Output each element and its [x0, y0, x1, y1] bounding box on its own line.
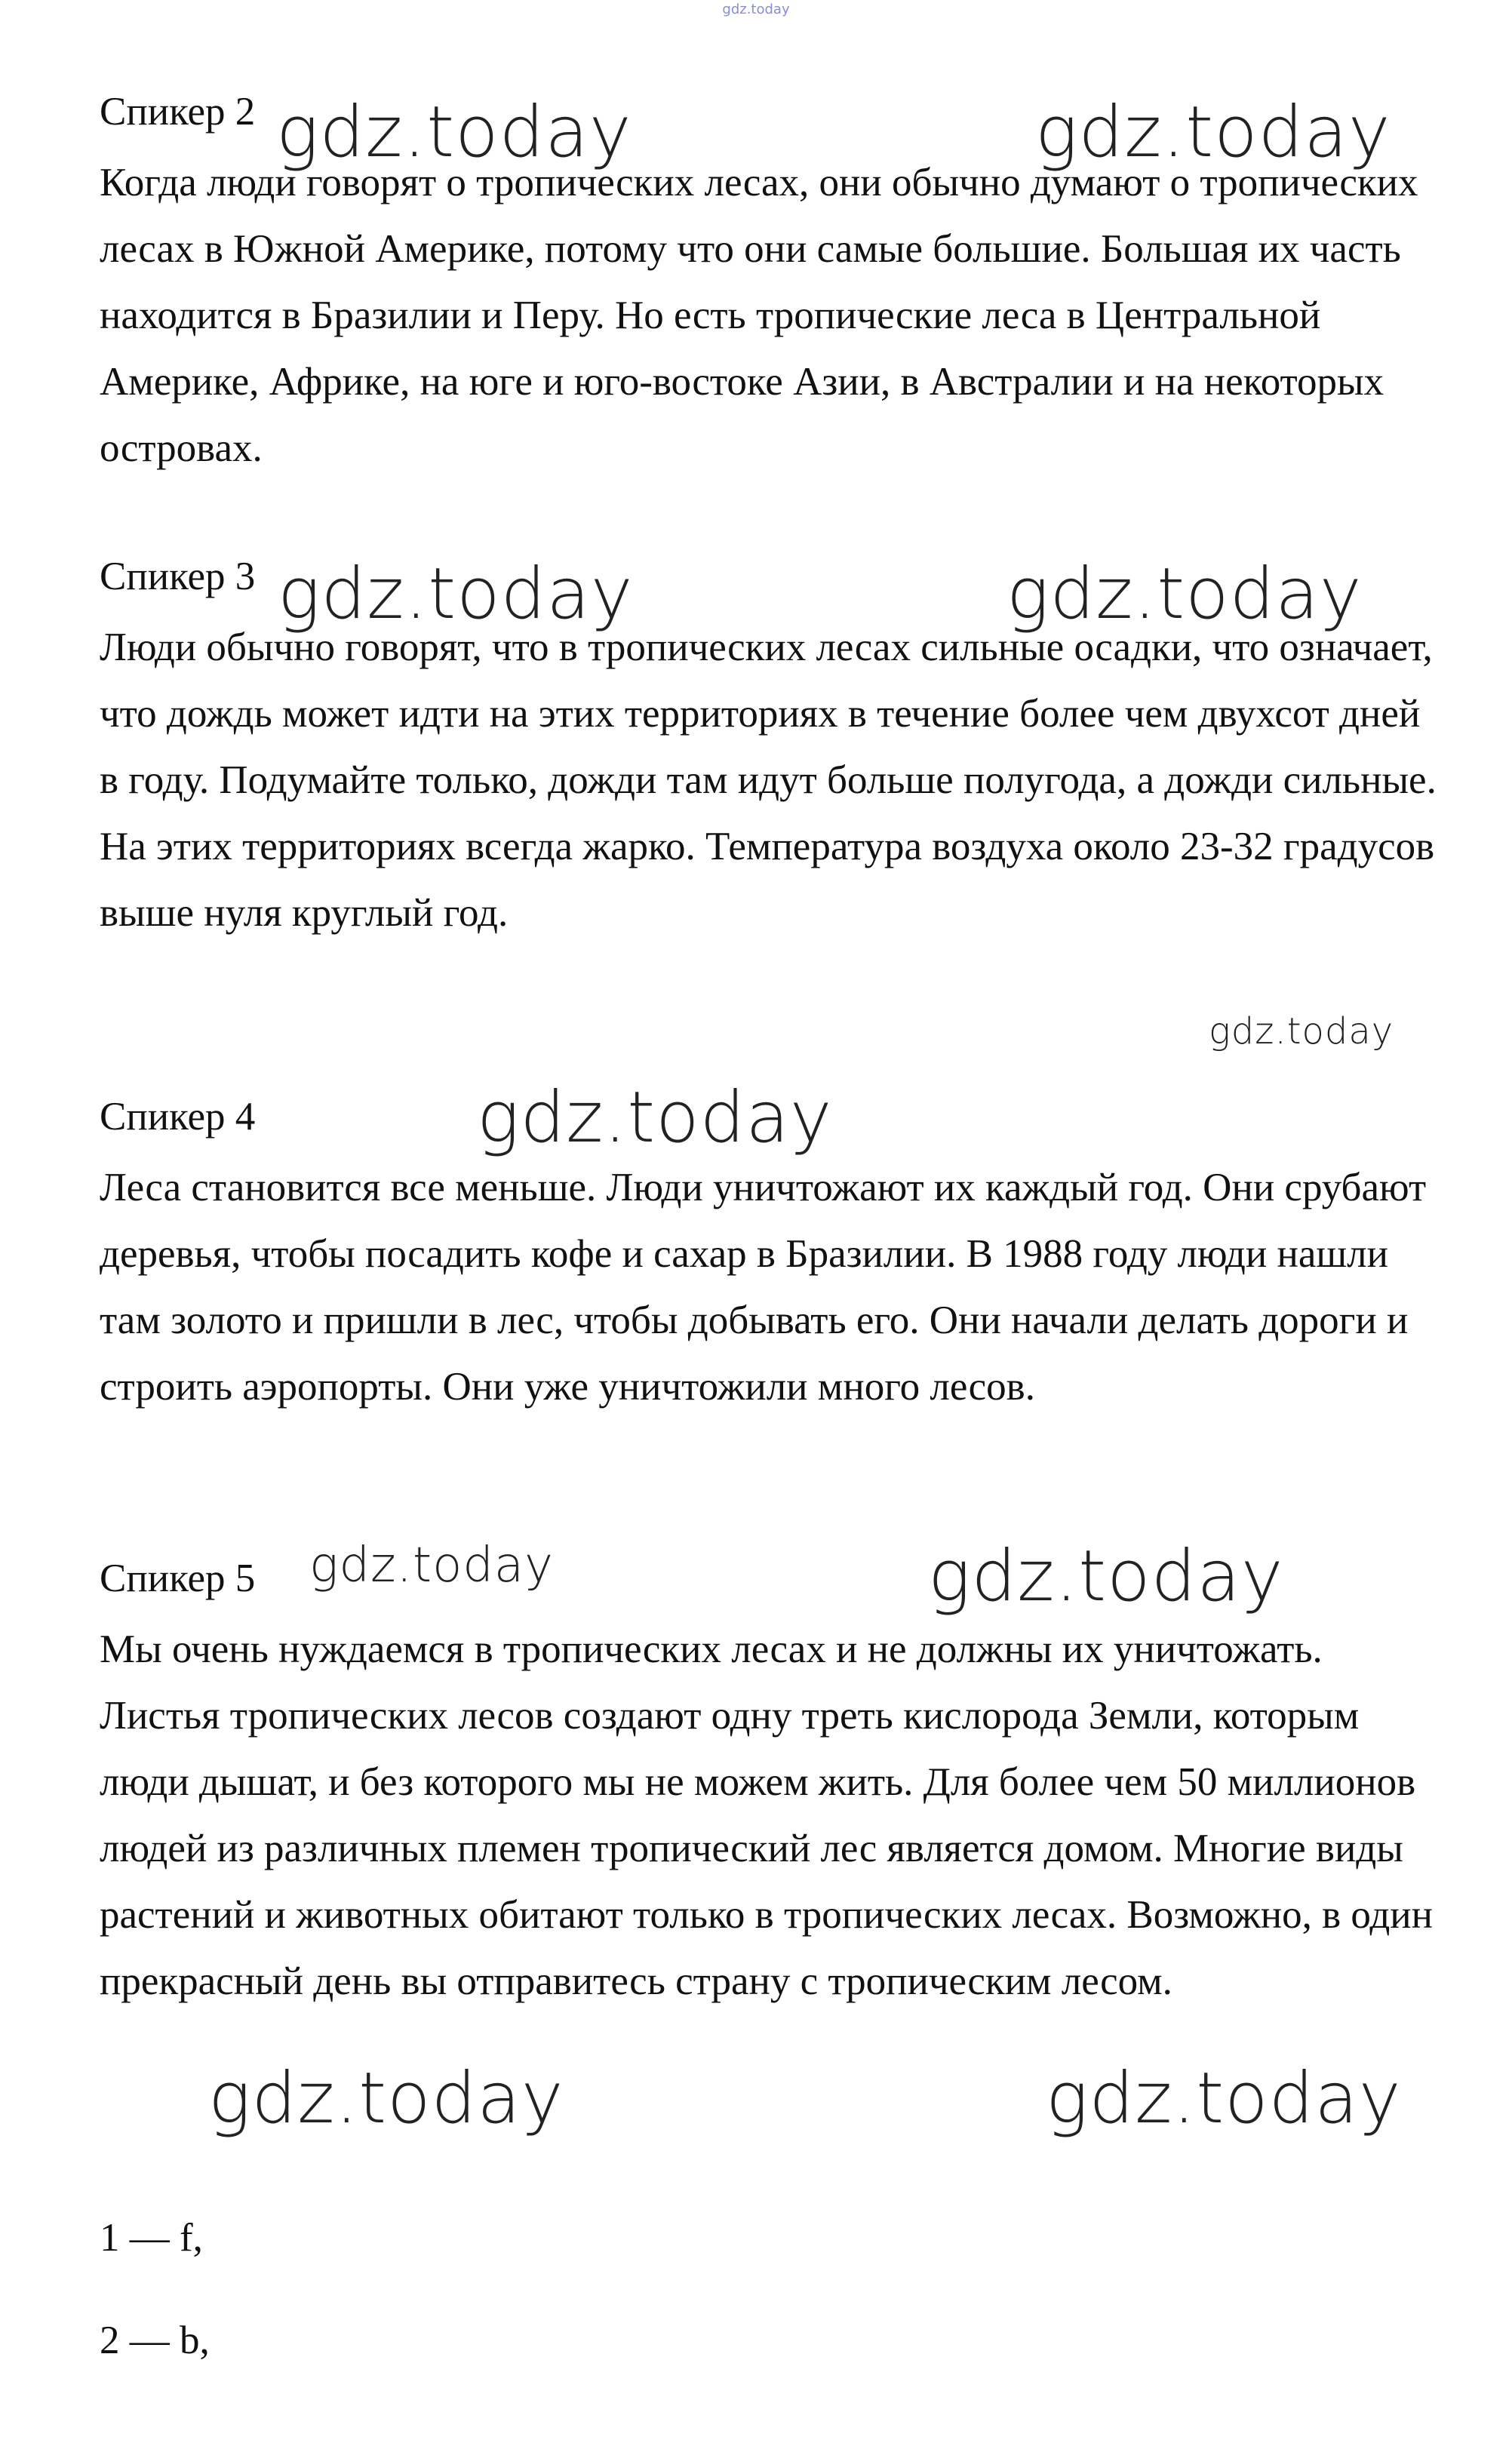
- answer-1: 1 — f,: [100, 2216, 203, 2260]
- watermark: gdz.today: [276, 91, 632, 174]
- speaker-5-heading: Спикер 5: [100, 1556, 256, 1600]
- top-watermark: gdz.today: [722, 2, 790, 17]
- speaker-4-text: Леса становится все меньше. Люди уничтожают их каждый год. Они срубают деревья, чтобы посадить кофе и сахар в Бразилии. В 1988 году люди нашли там золото и пришли в лес, чтобы добывать его. Они начали делать дороги и строить аэропорты. Они уже уничтожили много лесов.: [100, 1166, 1427, 1409]
- watermark: gdz.today: [208, 2057, 564, 2140]
- watermark: gdz.today: [928, 1535, 1284, 1618]
- watermark: gdz.today: [1209, 1010, 1394, 1053]
- watermark: gdz.today: [1046, 2057, 1402, 2140]
- watermark: gdz.today: [1006, 553, 1363, 635]
- watermark: gdz.today: [477, 1077, 833, 1159]
- speaker-2-text: Когда люди говорят о тропических лесах, они обычно думают о тропических лесах в Южной Америке, потому что они самые большие. Большая их часть находится в Бразилии и Перу. Но есть тропические леса в Центральной Америке, Африке, на юге и юго-востоке Азии, в Австралии и на некоторых островах.: [100, 161, 1418, 470]
- answer-2: 2 — b,: [100, 2319, 210, 2362]
- speaker-5-text: Мы очень нуждаемся в тропических лесах и не должны их уничтожать. Листья тропических лесов создают одну треть кислорода Земли, которым люди дышат, и без которого мы не можем жить. Для более чем 50 миллионов людей из различных племен тропический лес является домом. Многие виды растений и животных обитают только в тропических лесах. Возможно, в один прекрасный день вы отправитесь страну с тропическим лесом.: [100, 1627, 1434, 2003]
- speaker-3-text: Люди обычно говорят, что в тропических лесах сильные осадки, что означает, что дождь может идти на этих территориях в течение более чем двухсот дней в году. Подумайте только, дожди там идут больше полугода, а дожди сильные. На этих территориях всегда жарко. Температура воздуха около 23-32 градусов выше нуля круглый год.: [100, 625, 1437, 935]
- speaker-2-heading: Спикер 2: [100, 90, 256, 134]
- speaker-3-heading: Спикер 3: [100, 555, 256, 598]
- watermark: gdz.today: [278, 553, 634, 635]
- watermark: gdz.today: [309, 1538, 554, 1593]
- watermark: gdz.today: [1035, 91, 1391, 174]
- speaker-4-heading: Спикер 4: [100, 1095, 256, 1139]
